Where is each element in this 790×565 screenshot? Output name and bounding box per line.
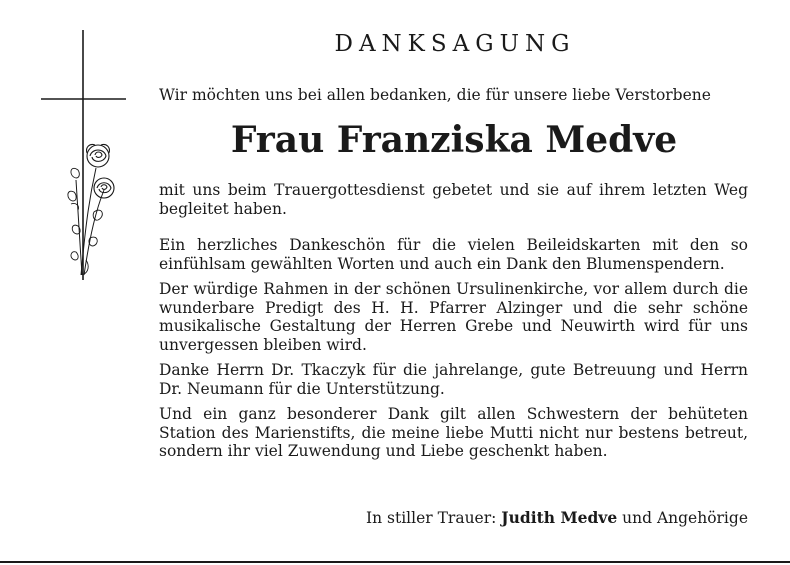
signature-prefix: In stiller Trauer: <box>365 509 497 527</box>
paragraph: Ein herzliches Dankeschön für die vielen Beileidskarten mit den so einfühlsam gewählten Worten und auch ein Dank den Blumenspendern. <box>159 236 748 273</box>
paragraph: Und ein ganz besonderer Dank gilt allen Schwestern der behüteten Station des Marienstifts, die meine liebe Mutti nicht nur bestens betreut, sondern ihr viel Zuwendung und Liebe geschenkt haben. <box>159 405 748 460</box>
paragraph: mit uns beim Trauergottesdienst gebetet und sie auf ihrem letzten Weg begleitet haben. <box>159 181 748 218</box>
cross-with-roses-icon <box>38 30 134 290</box>
page-title: DANKSAGUNG <box>334 31 576 57</box>
intro-text: Wir möchten uns bei allen bedanken, die für unsere liebe Verstorbene <box>159 86 711 104</box>
signature <box>159 508 748 528</box>
bottom-rule <box>0 561 790 563</box>
paragraph: Der würdige Rahmen in der schönen Ursulinenkirche, vor allem durch die wunderbare Predigt des H. H. Pfarrer Alzinger und die sehr schöne musikalische Gestaltung der Herren Grebe und Neuwirth wird für uns unvergessen bleiben wird. <box>159 280 748 354</box>
deceased-name: Frau Franziska Medve <box>230 119 678 161</box>
paragraph: Danke Herrn Dr. Tkaczyk für die jahrelange, gute Betreuung und Herrn Dr. Neumann für die Unterstützung. <box>159 361 748 398</box>
signature-name: Judith Medve <box>501 508 618 527</box>
message-body <box>159 181 748 461</box>
signature-suffix: und Angehörige <box>622 509 748 527</box>
